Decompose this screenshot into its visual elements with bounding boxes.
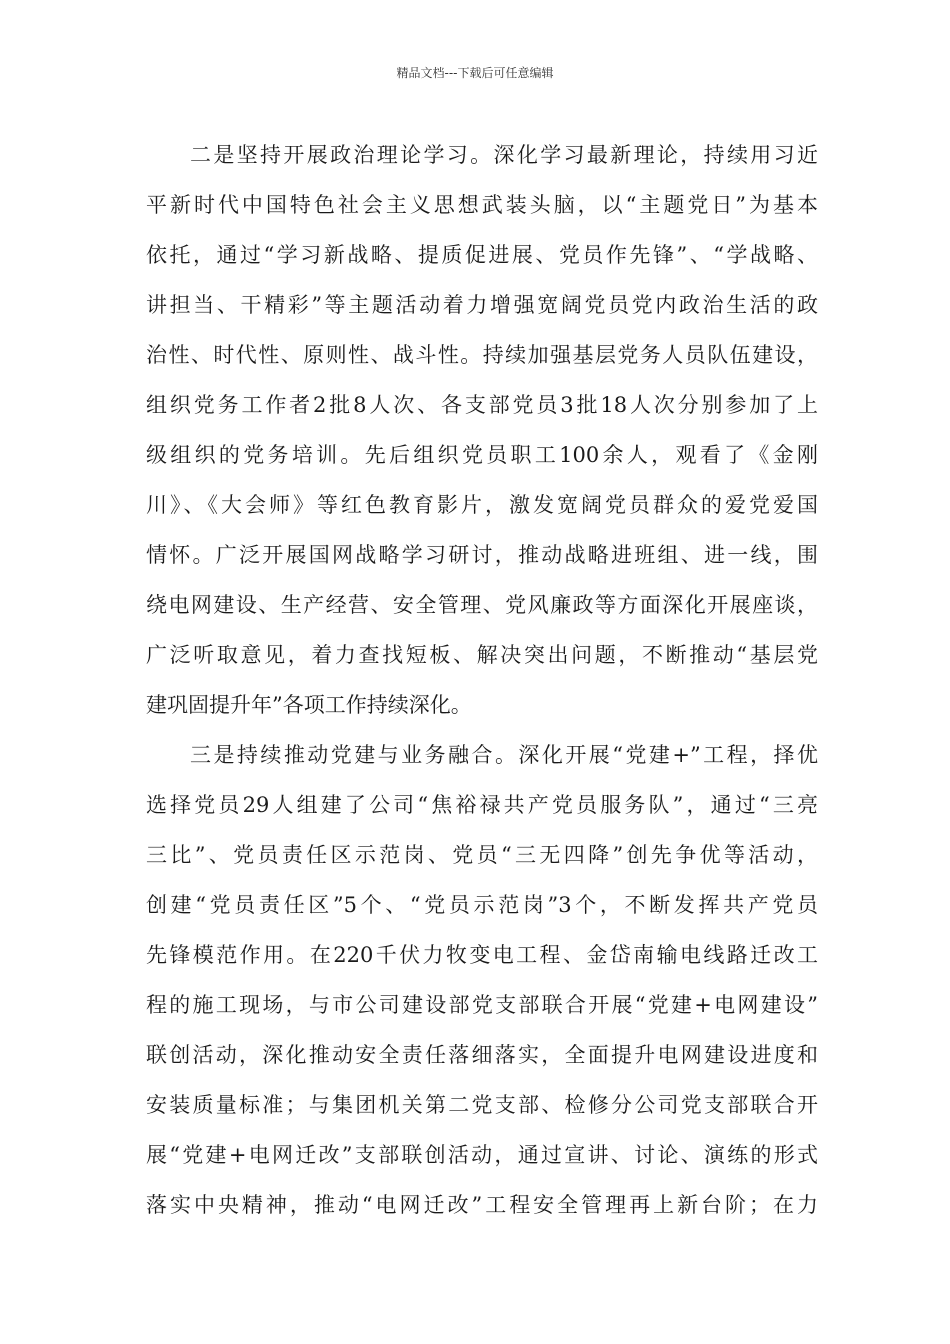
document-body <box>146 130 818 1230</box>
paragraph-1 <box>146 130 818 730</box>
text-line: 创建“党员责任区”5个、“党员示范岗”3个，不断发挥共产党员 <box>146 893 818 917</box>
text-line: 组织党务工作者2批8人次、各支部党员3批18人次分别参加了上 <box>146 393 818 417</box>
text-line: 联创活动，深化推动安全责任落细落实，全面提升电网建设进度和 <box>146 1043 818 1067</box>
text-line: 建巩固提升年”各项工作持续深化。 <box>146 693 472 717</box>
text-line: 绕电网建设、生产经营、安全管理、党风廉政等方面深化开展座谈， <box>146 593 818 617</box>
text-line: 选择党员29人组建了公司“焦裕禄共产党员服务队”，通过“三亮 <box>146 793 818 817</box>
text-line: 先锋模范作用。在220千伏力牧变电工程、金岱南输电线路迁改工 <box>146 943 818 967</box>
text-line: 安装质量标准；与集团机关第二党支部、检修分公司党支部联合开 <box>146 1093 818 1117</box>
text-line: 级组织的党务培训。先后组织党员职工100余人，观看了《金刚 <box>146 443 818 467</box>
text-line: 依托，通过“学习新战略、提质促进展、党员作先锋”、“学战略、 <box>146 243 818 267</box>
text-line: 程的施工现场，与市公司建设部党支部联合开展“党建+电网建设” <box>146 993 818 1017</box>
text-line: 展“党建+电网迁改”支部联创活动，通过宣讲、讨论、演练的形式 <box>146 1143 818 1167</box>
text-line: 广泛听取意见，着力查找短板、解决突出问题，不断推动“基层党 <box>146 643 818 667</box>
text-line: 三是持续推动党建与业务融合。深化开展“党建+”工程，择优 <box>190 743 818 767</box>
text-line: 二是坚持开展政治理论学习。深化学习最新理论，持续用习近 <box>190 143 818 167</box>
text-line: 情怀。广泛开展国网战略学习研讨，推动战略进班组、进一线，围 <box>146 543 818 567</box>
paragraph-2 <box>146 730 818 1230</box>
page-header: 精品文档---下载后可任意编辑 <box>396 66 554 80</box>
text-line: 平新时代中国特色社会主义思想武装头脑，以“主题党日”为基本 <box>146 193 818 217</box>
text-line: 川》、《大会师》等红色教育影片，激发宽阔党员群众的爱党爱国 <box>146 493 818 517</box>
text-line: 治性、时代性、原则性、战斗性。持续加强基层党务人员队伍建设， <box>146 343 818 367</box>
text-line: 落实中央精神，推动“电网迁改”工程安全管理再上新台阶；在力 <box>146 1193 818 1217</box>
text-line: 讲担当、干精彩”等主题活动着力增强宽阔党员党内政治生活的政 <box>146 293 818 317</box>
text-line: 三比”、党员责任区示范岗、党员“三无四降”创先争优等活动， <box>146 843 818 867</box>
